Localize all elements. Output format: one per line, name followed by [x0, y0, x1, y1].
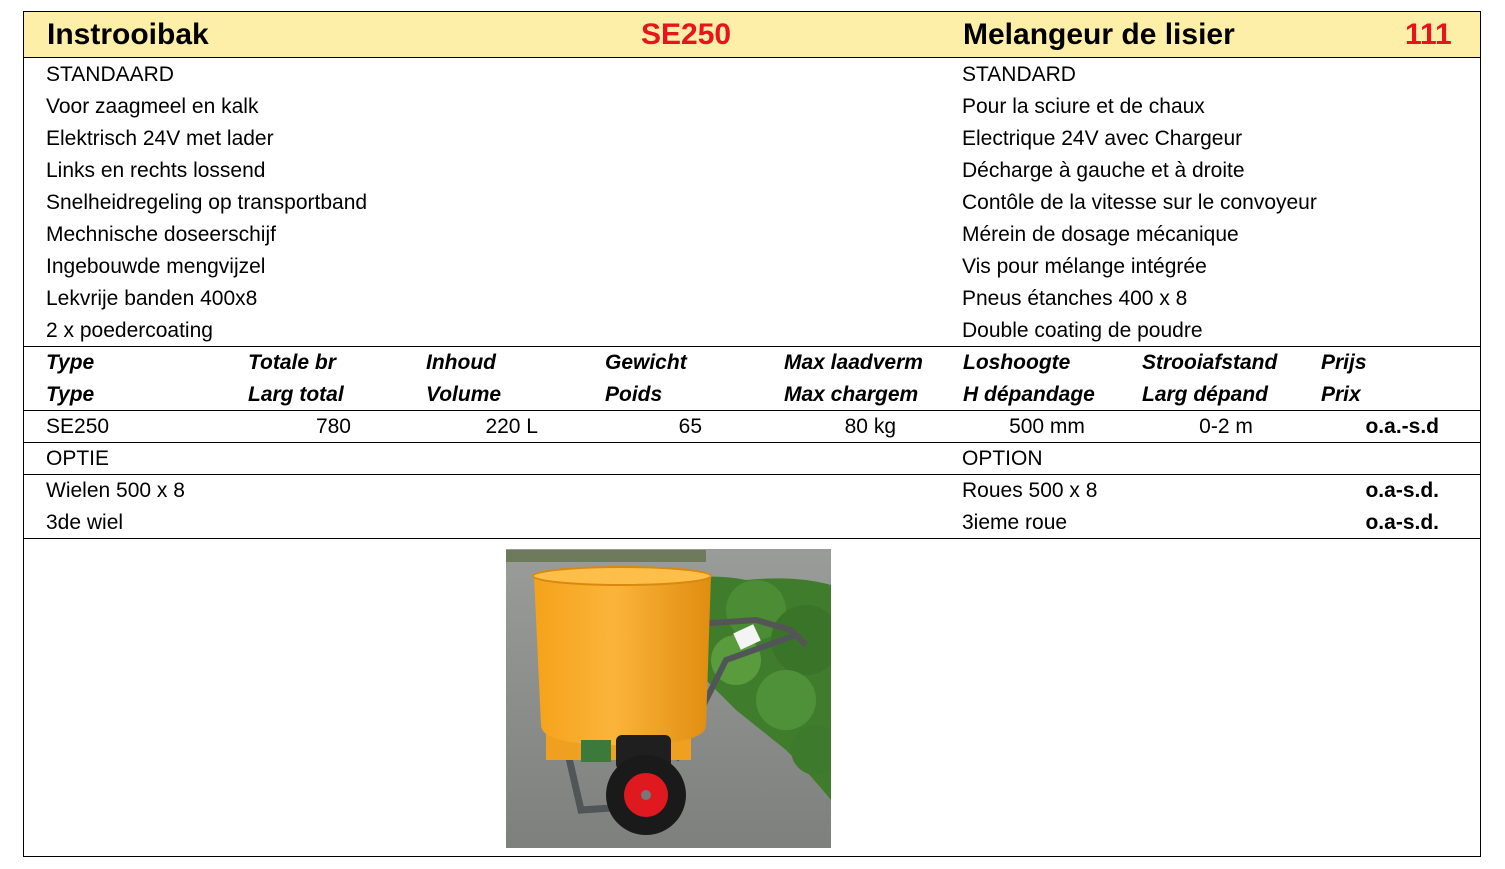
- standard-item-nl: 2 x poedercoating: [46, 319, 213, 342]
- spec-header-weight: Gewicht: [605, 351, 687, 374]
- spec-value-weight: 65: [678, 415, 702, 438]
- spec-header-spread-fr: Larg dépand: [1142, 383, 1269, 406]
- spec-header-price-fr: Prix: [1321, 383, 1361, 406]
- standard-item-nl: Snelheidregeling op transportband: [46, 191, 368, 214]
- divider: [24, 538, 1480, 539]
- option-item-fr: Roues 500 x 8: [962, 479, 1098, 502]
- standard-item-fr: Décharge à gauche et à droite: [962, 159, 1245, 182]
- standard-heading-fr: STANDARD: [962, 63, 1076, 86]
- standard-item-fr: Contôle de la vitesse sur le convoyeur: [962, 191, 1317, 214]
- spec-header-unload-height: Loshoogte: [963, 351, 1071, 374]
- model-code: SE250: [641, 18, 732, 51]
- title-fr: Melangeur de lisier: [963, 18, 1235, 51]
- divider: [24, 474, 1480, 475]
- spec-value-volume: 220 L: [485, 415, 538, 438]
- standard-item-nl: Ingebouwde mengvijzel: [46, 255, 266, 278]
- divider: [24, 410, 1480, 411]
- product-photo: [506, 549, 831, 848]
- standard-heading-nl: STANDAARD: [46, 63, 174, 86]
- spec-value-max-load: 80 kg: [844, 415, 896, 438]
- spec-header-volume-fr: Volume: [426, 383, 502, 406]
- option-item-fr: 3ieme roue: [962, 511, 1068, 534]
- option-price: o.a-s.d.: [1365, 479, 1439, 502]
- spec-header-spread: Strooiafstand: [1142, 351, 1278, 374]
- standard-item-fr: Double coating de poudre: [962, 319, 1203, 342]
- spec-header-max-load: Max laadverm: [784, 351, 923, 374]
- spec-header-unload-height-fr: H dépandage: [963, 383, 1095, 406]
- option-heading-fr: OPTION: [962, 447, 1043, 470]
- spec-value-spread: 0-2 m: [1199, 415, 1253, 438]
- standard-item-nl: Voor zaagmeel en kalk: [46, 95, 259, 118]
- spec-header-width: Totale br: [248, 351, 336, 374]
- divider: [24, 442, 1480, 443]
- standard-item-fr: Mérein de dosage mécanique: [962, 223, 1239, 246]
- title-nl: Instrooibak: [47, 18, 209, 51]
- product-sheet: [23, 11, 1481, 857]
- option-price: o.a-s.d.: [1365, 511, 1439, 534]
- spec-header-type-fr: Type: [46, 383, 95, 406]
- header-bar: [24, 12, 1480, 58]
- standard-item-nl: Elektrisch 24V met lader: [46, 127, 274, 150]
- spec-header-price: Prijs: [1321, 351, 1367, 374]
- option-item-nl: Wielen 500 x 8: [46, 479, 185, 502]
- standard-item-nl: Links en rechts lossend: [46, 159, 266, 182]
- standard-item-fr: Pour la sciure et de chaux: [962, 95, 1205, 118]
- spec-value-width: 780: [315, 415, 351, 438]
- standard-item-nl: Mechnische doseerschijf: [46, 223, 276, 246]
- spec-value-price: o.a.-s.d: [1365, 415, 1439, 438]
- standard-item-fr: Pneus étanches 400 x 8: [962, 287, 1188, 310]
- page-number: 111: [1405, 18, 1452, 51]
- spec-header-type: Type: [46, 351, 95, 374]
- option-heading-nl: OPTIE: [46, 447, 110, 470]
- spec-value-type: SE250: [46, 415, 110, 438]
- option-item-nl: 3de wiel: [46, 511, 124, 534]
- spec-header-max-load-fr: Max chargem: [784, 383, 919, 406]
- standard-item-fr: Electrique 24V avec Chargeur: [962, 127, 1243, 150]
- divider: [24, 346, 1480, 347]
- standard-item-nl: Lekvrije banden 400x8: [46, 287, 258, 310]
- spec-header-weight-fr: Poids: [605, 383, 663, 406]
- spec-header-width-fr: Larg total: [248, 383, 344, 406]
- standard-item-fr: Vis pour mélange intégrée: [962, 255, 1207, 278]
- spec-header-volume: Inhoud: [426, 351, 496, 374]
- spec-value-unload-height: 500 mm: [1009, 415, 1085, 438]
